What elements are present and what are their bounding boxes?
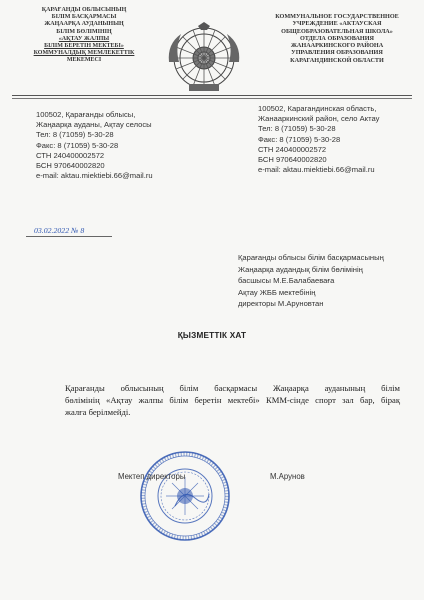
header-russian — [258, 13, 416, 64]
state-emblem-icon — [165, 22, 243, 94]
header-kazakh-line: МЕКЕМЕСІ — [66, 57, 102, 64]
header-kazakh-line: БІЛІМ БАСҚАРМАСЫ — [51, 14, 117, 21]
header-rule-thin — [12, 98, 412, 99]
reference-underline — [26, 236, 112, 237]
official-stamp-icon — [135, 448, 235, 544]
recipient-line: Ақтау ЖББ мектебінің — [238, 287, 316, 297]
address-kazakh-line: 100502, Қарағанды облысы, — [36, 110, 136, 119]
header-kazakh-line: ЖАҢААРҚА АУДАНЫНЫҢ — [44, 21, 124, 28]
reference-number: 03.02.2022 № 8 — [34, 226, 85, 235]
address-russian-line: СТН 240400002572 — [258, 144, 327, 154]
header-kazakh-line: «АҚТАУ ЖАЛПЫ — [58, 35, 110, 42]
recipient-line: Қарағанды облысы білім басқармасының — [238, 253, 384, 262]
header-kazakh-line: БІЛІМ БӨЛІМІНІҢ — [56, 28, 112, 35]
address-kazakh-line: Жаңаарқа ауданы, Ақтау селосы — [36, 120, 152, 130]
body-line: бөлімінің «Ақтау жалпы білім беретін мектебі» КММ-сінде спорт зал бар, бірақ — [65, 395, 400, 406]
recipient-block — [238, 252, 384, 310]
header-russian-line: УЧРЕЖДЕНИЕ «АКТАУСКАЯ — [292, 20, 382, 28]
address-kazakh-line: СТН 240400002572 — [36, 150, 105, 160]
letter-body — [65, 382, 400, 419]
address-russian-line: e-mail: aktau.miektiebi.66@mail.ru — [258, 165, 375, 175]
body-line: Қарағанды облысының білім басқармасы Жаңаарқа ауданының білім — [65, 383, 400, 393]
recipient-line: директоры М.Аруновтан — [238, 299, 324, 309]
recipient-line: Жаңаарқа аудандық білім бөлімінің — [238, 264, 363, 274]
header-russian-line: УПРАВЛЕНИЯ ОБРАЗОВАНИЯ — [291, 49, 383, 57]
signature-role: Мектеп директоры — [118, 472, 186, 481]
address-russian-line: Факс: 8 (71059) 5-30-28 — [258, 134, 341, 144]
header-kazakh-line: КОММУНАЛДЫҚ МЕМЛЕКЕТТІК — [33, 50, 135, 57]
header-russian-line: ОБЩЕОБРАЗОВАТЕЛЬНАЯ ШКОЛА» — [281, 27, 393, 35]
address-russian-line: Тел: 8 (71059) 5-30-28 — [258, 124, 336, 134]
address-kazakh-line: БСН 970640002820 — [36, 161, 105, 171]
recipient-line: басшысы М.Е.Балабаеваға — [238, 276, 335, 286]
header-kazakh-line: ҚАРАҒАНДЫ ОБЛЫСЫНЫҢ — [41, 7, 127, 13]
header-kazakh — [10, 7, 158, 65]
document-title: ҚЫЗМЕТТІК ХАТ — [177, 331, 247, 340]
header-russian-line: ОТДЕЛА ОБРАЗОВАНИЯ — [299, 34, 375, 42]
header-kazakh-line: БІЛІМ БЕРЕТІН МЕКТЕБІ» — [44, 43, 124, 50]
signature-name: М.Арунов — [270, 472, 305, 481]
address-russian-line: БСН 970640002820 — [258, 155, 327, 165]
body-line: жалға берілмейді. — [65, 407, 131, 418]
address-kazakh-line: Факс: 8 (71059) 5-30-28 — [36, 140, 119, 150]
address-russian-line: 100502, Карагандинская область, — [258, 104, 377, 113]
address-russian — [258, 104, 379, 175]
address-kazakh-line: Тел: 8 (71059) 5-30-28 — [36, 130, 114, 140]
address-kazakh — [36, 110, 153, 181]
header-russian-line: КОММУНАЛЬНОЕ ГОСУДАРСТВЕННОЕ — [275, 13, 399, 20]
header-rule — [12, 95, 412, 96]
address-kazakh-line: e-mail: aktau.miektiebi.66@mail.ru — [36, 171, 153, 181]
header-russian-line: ЖАНААРКИНСКОГО РАЙОНА — [290, 42, 384, 50]
address-russian-line: Жанааркинский район, село Актау — [258, 114, 380, 124]
header-russian-line: КАРАГАНДИНСКОЙ ОБЛАСТИ — [290, 56, 384, 64]
